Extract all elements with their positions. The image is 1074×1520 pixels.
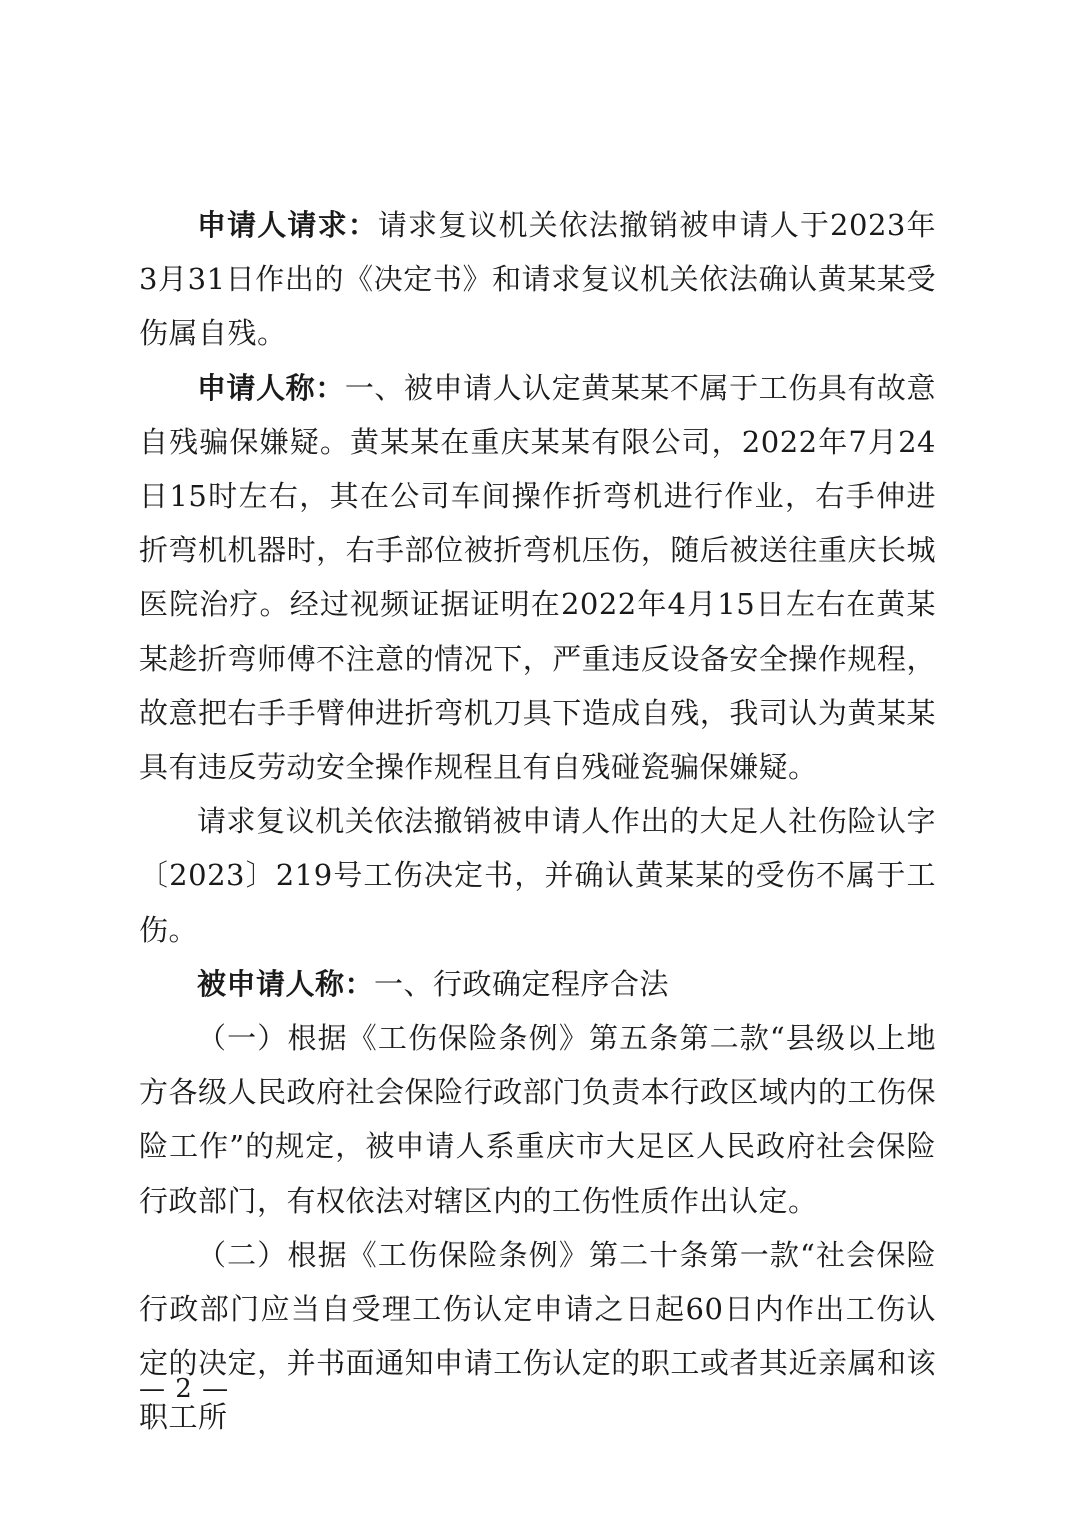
paragraph-request-revoke [139, 794, 936, 957]
paragraph-text: （二）根据《工伤保险条例》第二十条第一款“社会保险行政部门应当自受理工伤认定申请之日起60日内作出工伤认定的决定，并书面通知申请工伤认定的职工或者其近亲属和该职工所 [139, 1237, 936, 1435]
paragraph-lead: 申请人请求： [197, 208, 378, 242]
paragraph-text: 请求复议机关依法撤销被申请人于2023年3月31日作出的《决定书》和请求复议机关依法确认黄某某受伤属自残。 [139, 208, 936, 351]
paragraph-clause-one [139, 1011, 936, 1228]
document-body [139, 198, 936, 1445]
paragraph-text: 一、被申请人认定黄某某不属于工伤具有故意自残骗保嫌疑。黄某某在重庆某某有限公司，2022年7月24日15时左右，其在公司车间操作折弯机进行作业，右手伸进折弯机机器时，右手部位被折弯机压伤，随后被送往重庆长城医院治疗。经过视频证据证明在2022年4月15日左右在黄某某趁折弯师傅不注意的情况下，严重违反设备安全操作规程，故意把右手手臂伸进折弯机刀具下造成自残，我司认为黄某某具有违反劳动安全操作规程且有自残碰瓷骗保嫌疑。 [139, 370, 936, 785]
paragraph-respondent-statement [139, 957, 936, 1011]
paragraph-applicant-statement [139, 361, 936, 795]
paragraph-clause-two [139, 1228, 936, 1445]
paragraph-text: 一、行政确定程序合法 [374, 966, 670, 1001]
paragraph-applicant-request [139, 198, 936, 361]
page-number: — 2 — [139, 1374, 230, 1404]
paragraph-text: 请求复议机关依法撤销被申请人作出的大足人社伤险认字〔2023〕219号工伤决定书，并确认黄某某的受伤不属于工伤。 [139, 804, 936, 947]
paragraph-lead: 申请人称： [197, 370, 345, 405]
paragraph-text: （一）根据《工伤保险条例》第五条第二款“县级以上地方各级人民政府社会保险行政部门负责本行政区域内的工伤保险工作”的规定，被申请人系重庆市大足区人民政府社会保险行政部门，有权依法对辖区内的工伤性质作出认定。 [139, 1021, 936, 1218]
paragraph-lead: 被申请人称： [197, 966, 375, 1001]
